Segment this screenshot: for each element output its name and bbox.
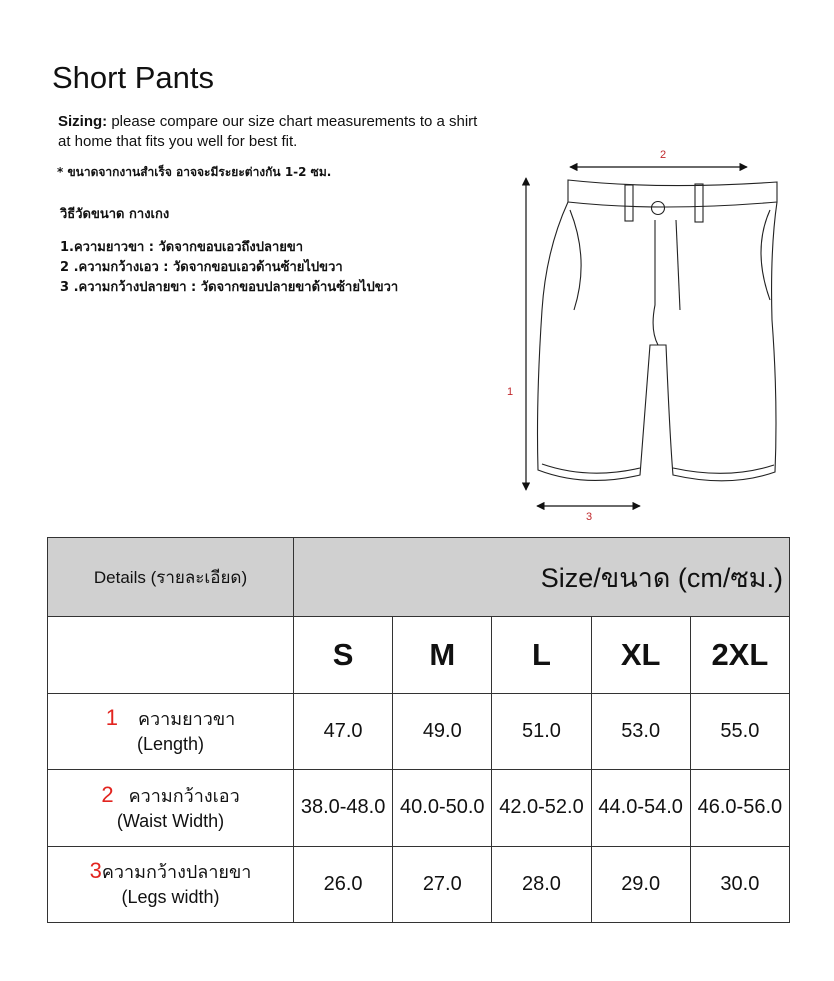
shorts-diagram [490,140,810,530]
row-thai-label: ความกว้างปลายขา [101,862,252,883]
value-cell: 47.0 [294,693,393,769]
table-header-row [48,538,790,617]
how-to-measure-heading: วิธีวัดขนาด กางเกง [60,207,170,222]
sizing-text: please compare our size chart measurements to a shirt at home that fits you well for best fit. [58,113,478,150]
value-cell: 28.0 [492,846,591,922]
row-english-label: (Length) [136,734,205,755]
row-number: 2 [101,781,114,807]
table-row [48,846,790,922]
value-cell: 55.0 [690,693,789,769]
value-cell: 49.0 [393,693,492,769]
shorts-outline [538,180,778,481]
step-3: 3 .ความกว้างปลายขา : วัดจากขอบปลายขาด้านซ้ายไปขวา [60,280,399,295]
value-cell: 26.0 [294,846,393,922]
value-cell: 38.0-48.0 [294,770,393,846]
size-header: Size/ขนาด (cm/ซม.) [294,538,790,617]
size-l: L [492,617,591,693]
value-cell: 27.0 [393,846,492,922]
label-3: 3 [586,511,593,523]
row-number: 3 [89,858,102,884]
page-title: Short Pants [52,60,214,95]
size-labels-row [48,617,790,693]
length-label [48,693,294,769]
legs-label [48,846,294,922]
sizing-label: Sizing: [58,113,108,130]
sizing-note [58,112,488,152]
value-cell: 51.0 [492,693,591,769]
value-cell: 42.0-52.0 [492,770,591,846]
step-1: 1.ความยาวขา : วัดจากขอบเอวถึงปลายขา [60,240,304,255]
value-cell: 44.0-54.0 [591,770,690,846]
waist-label [48,770,294,846]
size-xl: XL [591,617,690,693]
table-row [48,693,790,769]
value-cell: 53.0 [591,693,690,769]
row-thai-label: ความยาวขา [137,709,236,730]
value-cell: 29.0 [591,846,690,922]
row-english-label: (Waist Width) [116,810,225,831]
size-2xl: 2XL [690,617,789,693]
label-2: 2 [660,149,667,161]
size-s: S [294,617,393,693]
measure-steps [60,238,398,298]
size-chart-table [47,537,790,923]
value-cell: 46.0-56.0 [690,770,789,846]
value-cell: 30.0 [690,846,789,922]
step-2: 2 .ความกว้างเอว : วัดจากขอบเอวด้านซ้ายไปขวา [60,260,343,275]
size-m: M [393,617,492,693]
row-number: 1 [105,705,118,731]
table-row [48,770,790,846]
value-cell: 40.0-50.0 [393,770,492,846]
empty-cell [48,617,294,693]
tolerance-note: * ขนาดจากงานสำเร็จ อาจจะมีระยะต่างกัน 1-2 ซม. [57,165,332,179]
row-english-label: (Legs width) [121,887,220,908]
label-1: 1 [507,386,514,398]
row-thai-label: ความกว้างเอว [128,785,240,806]
details-header: Details (รายละเอียด) [48,538,294,617]
